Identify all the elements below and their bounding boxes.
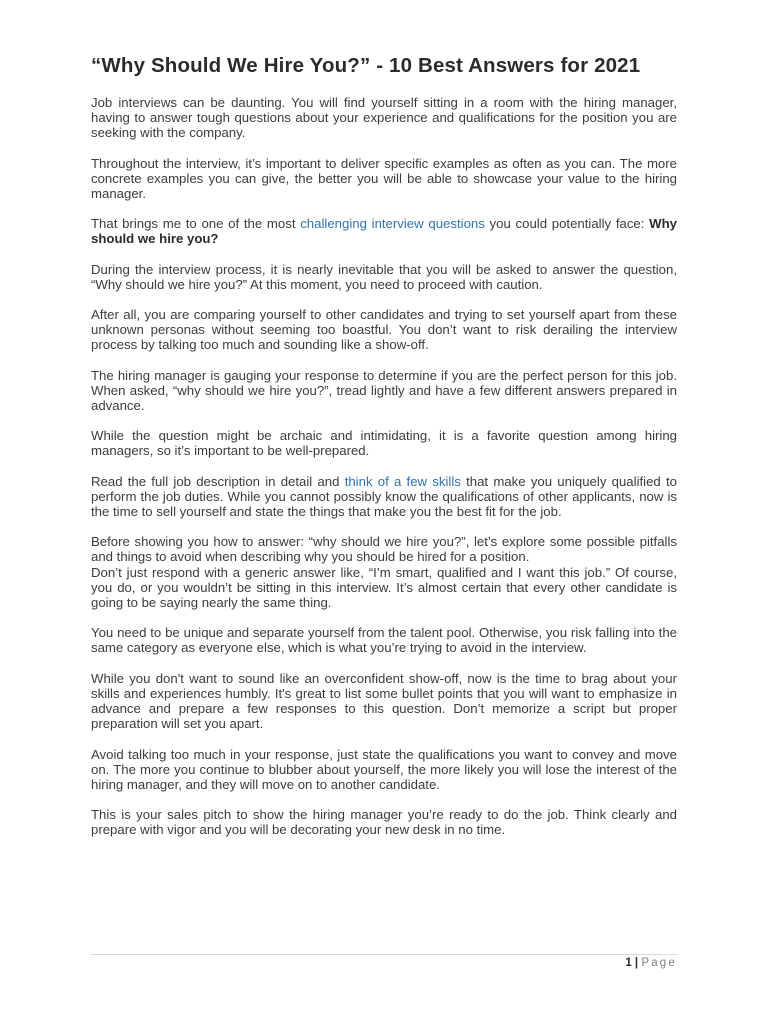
paragraph-3 — [91, 216, 677, 246]
paragraph-3-lead: That brings me to one of the most — [91, 216, 301, 232]
paragraph-12: While you don't want to sound like an overconfident show-off, now is the time to brag about your skills and experiences humbly. It's great to list some bullet points that you will want to emphasize in advance and prepare a few responses to this question. Don’t memorize a script but proper preparation will set you apart. — [91, 670, 677, 732]
page-footer — [625, 957, 677, 969]
paragraph-14: This is your sales pitch to show the hiring manager you’re ready to do the job. Think clearly and prepare with vigor and you will be decorating your new desk in no time. — [91, 807, 677, 838]
paragraph-5: After all, you are comparing yourself to other candidates and trying to set yourself apart from these unknown personas without seeming too boastful. You don’t want to risk derailing the interview process by talking too much and sounding like a show-off. — [91, 307, 677, 353]
paragraph-3-tail: you could potentially face: — [484, 216, 650, 232]
page-separator: | — [631, 957, 642, 969]
paragraph-7: While the question might be archaic and intimidating, it is a favorite question among hiring managers, so it’s important to be well-prepared. — [91, 428, 677, 459]
paragraph-2: Throughout the interview, it’s important to deliver specific examples as often as you can. The more concrete examples you can give, the better you will be able to showcase your value to the hiring manager. — [91, 155, 677, 202]
page-number: 1 — [625, 957, 632, 969]
question-bold-text: Why should we hire you? — [91, 216, 677, 247]
challenging-interview-questions-link[interactable]: challenging interview questions — [300, 216, 485, 232]
paragraph-4: During the interview process, it is nearly inevitable that you will be asked to answer the question, “Why should we hire you?” At this moment, you need to proceed with caution. — [91, 261, 677, 292]
document-title: “Why Should We Hire You?” - 10 Best Answers for 2021 — [91, 54, 641, 77]
paragraph-9: Before showing you how to answer: “why should we hire you?”, let’s explore some possible pitfalls and things to avoid when describing why you should be hired for a position. — [91, 534, 677, 565]
footer-divider — [91, 954, 677, 955]
document-page — [91, 55, 677, 853]
paragraph-6: The hiring manager is gauging your response to determine if you are the perfect person for this job. When asked, “why should we hire you?”, tread lightly and have a few different answers prepared in advance. — [91, 367, 677, 414]
paragraph-8-tail: that make you uniquely qualified to perform the job duties. While you cannot possibly know the qualifications of other applicants, now is the time to sell yourself and state the things that make you the best fit for the job. — [91, 473, 677, 520]
paragraph-13: Avoid talking too much in your response, just state the qualifications you want to convey and move on. The more you continue to blubber about yourself, the more likely you will lose the interest of the hiring manager, and they will move on to another candidate. — [91, 746, 677, 792]
paragraph-11: You need to be unique and separate yourself from the talent pool. Otherwise, you risk falling into the same category as everyone else, which is what you’re trying to avoid in the interview. — [91, 625, 677, 656]
page-label: Page — [641, 957, 677, 969]
paragraph-1: Job interviews can be daunting. You will find yourself sitting in a room with the hiring manager, having to answer tough questions about your experience and qualifications for the position you are seeking with the company. — [91, 95, 677, 141]
think-of-a-few-skills-link[interactable]: think of a few skills — [344, 473, 461, 489]
paragraph-10: Don’t just respond with a generic answer like, “I’m smart, qualified and I want this job.” Of course, you do, or you wouldn’t be sitting in this interview. It’s almost certain that every other candidate is going to be saying nearly the same thing. — [91, 564, 677, 611]
paragraph-8 — [91, 474, 677, 520]
paragraph-8-lead: Read the full job description in detail and — [91, 473, 345, 489]
